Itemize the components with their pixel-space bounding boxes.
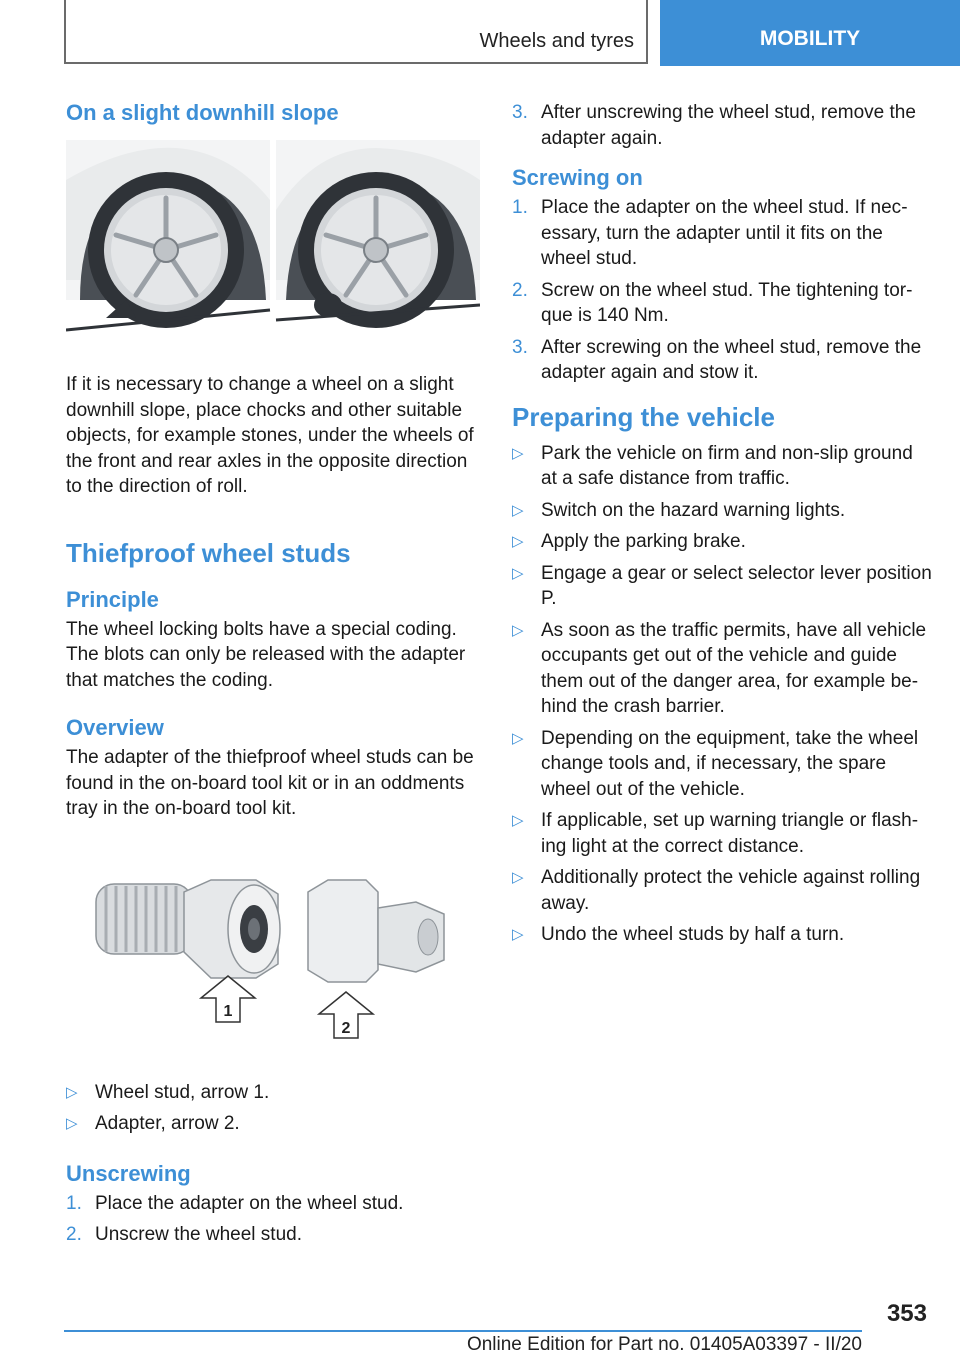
list-item: ▷ As soon as the traffic permits, have all vehicle occupants get out of the vehicle and guide them out of the danger area, for example behind the crash barrier. — [512, 619, 927, 717]
preparing-heading: Preparing the vehicle — [512, 401, 775, 432]
page-number: 353 — [886, 1300, 927, 1327]
unscrewing-steps-continued — [512, 100, 932, 151]
list-item: ▷ If applicable, set up warning triangle or flashing light at the correct distance. — [512, 810, 919, 857]
footer-divider — [64, 1330, 862, 1332]
list-item: ▷ Undo the wheel studs by half a turn. — [512, 922, 932, 948]
thiefproof-heading: Thiefproof wheel studs — [66, 537, 351, 568]
list-item: ▷ Apply the parking brake. — [512, 529, 932, 555]
list-item: ▷ Wheel stud, arrow 1. — [66, 1080, 484, 1106]
list-item: 2. Unscrew the wheel stud. — [66, 1224, 302, 1245]
list-item: 1. Place the adapter on the wheel stud. If necessary, turn the adapter until it fits on the wheel stud. — [512, 197, 908, 269]
list-item: 3. After screwing on the wheel stud, remove the adapter again and stow it. — [512, 336, 922, 383]
wheel-stud-adapter-figure — [66, 872, 480, 1050]
list-item: 1. Place the adapter on the wheel stud. — [66, 1192, 404, 1214]
bullet-triangle-icon: ▷ — [512, 926, 524, 943]
bullet-triangle-icon: ▷ — [512, 812, 524, 829]
list-item: ▷ Adapter, arrow 2. — [66, 1111, 484, 1137]
bullet-triangle-icon: ▷ — [512, 533, 524, 550]
arrow-2-label: 2 — [341, 1019, 351, 1037]
bullet-triangle-icon: ▷ — [66, 1083, 78, 1101]
list-item: ▷ Switch on the hazard warning lights. — [512, 498, 932, 524]
unscrewing-heading: Unscrewing — [66, 1160, 191, 1186]
overview-heading: Overview — [66, 715, 164, 740]
list-item: ▷ Park the vehicle on firm and non-slip ground at a safe distance from traffic. — [512, 442, 913, 489]
footer-edition: Online Edition for Part no. 01405A03397 - II/20 — [466, 1334, 862, 1355]
header-section-title: Wheels and tyres — [479, 30, 634, 52]
bullet-triangle-icon: ▷ — [512, 869, 524, 886]
header-section-box — [64, 0, 648, 64]
arrow-1-label: 1 — [223, 1002, 233, 1020]
header-chapter-tab: MOBILITY — [660, 0, 960, 66]
bullet-triangle-icon: ▷ — [66, 1115, 78, 1132]
overview-text: The adapter of the thiefproof wheel studs can be found in the on-board tool kit or in an oddments tray in the on-board tool kit. — [66, 747, 474, 819]
screwing-steps — [512, 195, 932, 386]
bullet-triangle-icon: ▷ — [512, 729, 524, 747]
left-column — [66, 100, 484, 1254]
bullet-triangle-icon: ▷ — [512, 444, 524, 462]
bullet-triangle-icon: ▷ — [512, 564, 524, 582]
right-column — [512, 100, 932, 954]
list-item: 3. After unscrewing the wheel stud, remove the adapter again. — [512, 102, 916, 149]
downhill-text: If it is necessary to change a wheel on a slight downhill slope, place chocks and other suitable objects, for example stones, under the wheels of the front and rear axles in the opposite direction to the direction of roll. — [66, 374, 474, 497]
principle-heading: Principle — [66, 586, 159, 612]
unscrewing-steps — [66, 1191, 484, 1248]
principle-text: The wheel locking bolts have a special coding. The blots can only be released with the adapter that matches the coding. — [66, 618, 466, 691]
bullet-triangle-icon: ▷ — [512, 501, 524, 519]
list-item: ▷ Engage a gear or select selector lever position P. — [512, 562, 932, 609]
bullet-triangle-icon: ▷ — [512, 621, 524, 639]
car-wheels-illustration — [66, 140, 480, 338]
preparing-list — [512, 441, 932, 948]
list-item: 2. Screw on the wheel stud. The tightening torque is 140 Nm. — [512, 279, 913, 326]
wheel-stud-adapter-illustration — [66, 872, 480, 1050]
list-item: ▷ Depending on the equipment, take the wheel change tools and, if necessary, the spare wheel out of the vehicle. — [512, 727, 919, 800]
list-item: ▷ Additionally protect the vehicle against rolling away. — [512, 867, 921, 914]
downhill-heading: On a slight downhill slope — [66, 100, 339, 125]
parts-list — [66, 1080, 484, 1137]
downhill-slope-figure — [66, 140, 480, 338]
screwing-heading: Screwing on — [512, 165, 643, 190]
